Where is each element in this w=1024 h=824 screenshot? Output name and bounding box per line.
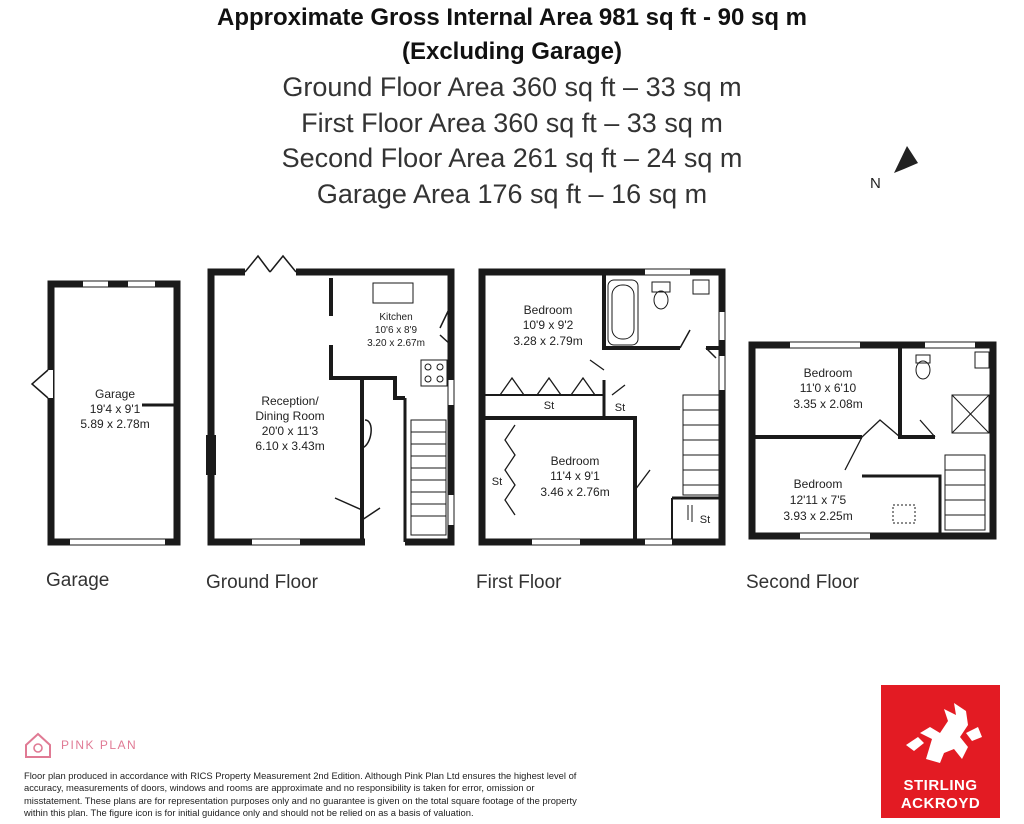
store-label: St (491, 476, 503, 488)
area-subtitle: (Excluding Garage) (401, 38, 623, 65)
kitchen-metric: 3.20 x 2.67m (367, 338, 425, 349)
store-label: St (699, 514, 711, 526)
reception-name-1: Reception/ (261, 394, 319, 408)
garage-room-metric: 5.89 x 2.78m (80, 417, 150, 431)
store-label: St (543, 400, 555, 412)
reception-metric: 6.10 x 3.43m (255, 439, 325, 453)
ground-floor-plan (211, 256, 451, 542)
brand-line-1: STIRLING (903, 777, 978, 794)
floor-label-second: Second Floor (746, 572, 860, 593)
first-floor-area: First Floor Area 360 sq ft – 33 sq m (301, 108, 723, 138)
bedroom-3-imperial: 11'0 x 6'10 (799, 381, 857, 395)
second-floor-area: Second Floor Area 261 sq ft – 24 sq m (281, 143, 743, 173)
bedroom-1-imperial: 10'9 x 9'2 (522, 318, 574, 332)
area-title: Approximate Gross Internal Area 981 sq ft - 90 sq m (217, 4, 807, 31)
bedroom-2-name: Bedroom (550, 454, 600, 468)
griffin-icon (896, 697, 986, 769)
kitchen-name: Kitchen (379, 312, 413, 323)
reception-imperial: 20'0 x 11'3 (261, 424, 319, 438)
disclaimer: Floor plan produced in accordance with RICS Property Measurement 2nd Edition. Although Pink Plan Ltd ensures the highest level of accuracy, measurements of doors, windows and rooms are approximate and no responsibility is taken for error, omission or misstatement. These plans are for representation purposes only and no guarantee is given on the total square footage of the property within this plan. The figure icon is for initial guidance only and should not be relied on as a basis of valuation. (24, 770, 577, 819)
bedroom-2-imperial: 11'4 x 9'1 (550, 469, 600, 483)
pink-plan-logo-icon (22, 731, 54, 759)
first-floor-plan (482, 272, 722, 542)
floor-label-garage: Garage (46, 570, 110, 591)
stirling-ackroyd-logo (881, 685, 1000, 818)
pink-plan-logo-text: PINK PLAN (61, 738, 138, 752)
brand-line-2: ACKROYD (900, 795, 981, 812)
bedroom-1-name: Bedroom (523, 303, 573, 317)
store-label: St (614, 402, 626, 414)
ground-floor-area: Ground Floor Area 360 sq ft – 33 sq m (282, 72, 742, 102)
floor-label-ground: Ground Floor (206, 572, 318, 593)
reception-name-2: Dining Room (255, 409, 325, 423)
bedroom-4-imperial: 12'11 x 7'5 (789, 493, 847, 507)
kitchen-imperial: 10'6 x 8'9 (374, 325, 418, 336)
bedroom-1-metric: 3.28 x 2.79m (513, 334, 583, 348)
second-floor-plan (752, 345, 993, 536)
compass-label: N (870, 175, 881, 192)
garage-room-name: Garage (94, 387, 136, 401)
floor-label-first: First Floor (476, 572, 562, 593)
bedroom-4-metric: 3.93 x 2.25m (783, 509, 853, 523)
bedroom-4-name: Bedroom (793, 477, 843, 491)
bedroom-2-metric: 3.46 x 2.76m (540, 485, 610, 499)
garage-room-imperial: 19'4 x 9'1 (89, 402, 141, 416)
bedroom-3-name: Bedroom (803, 366, 853, 380)
bedroom-3-metric: 3.35 x 2.08m (793, 397, 863, 411)
garage-area: Garage Area 176 sq ft – 16 sq m (316, 179, 708, 209)
